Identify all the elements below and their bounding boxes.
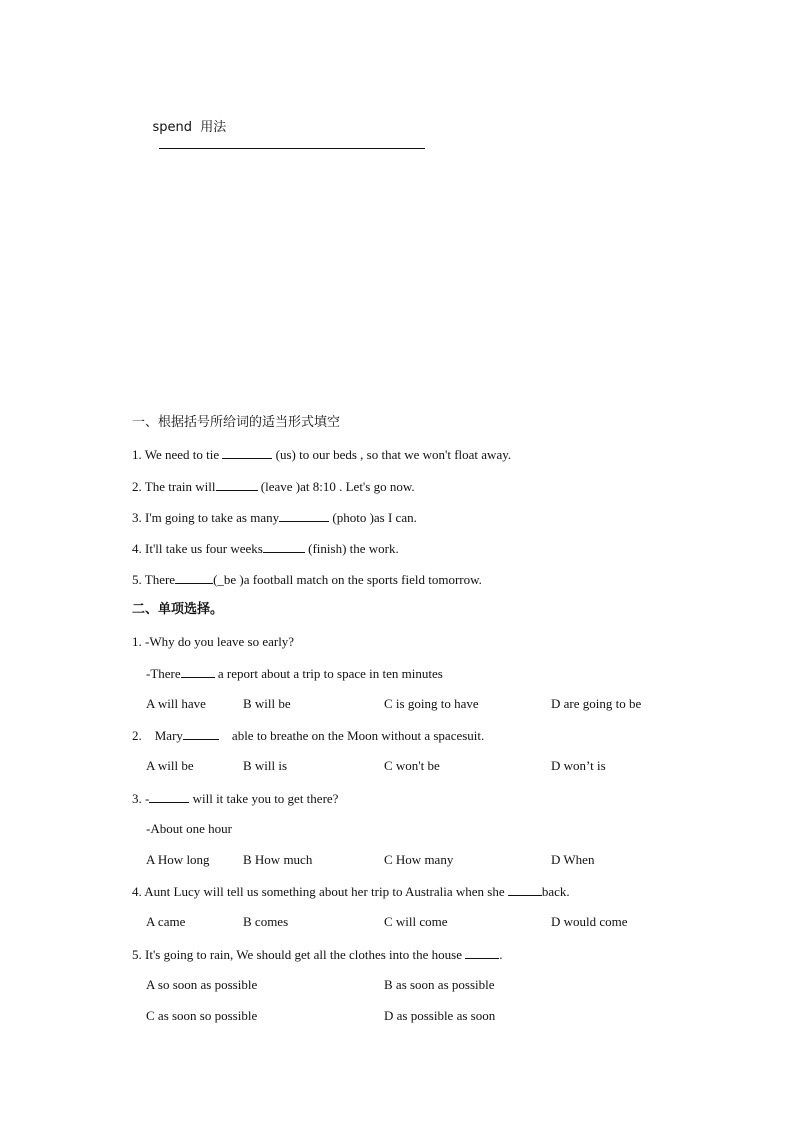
q5-option-b[interactable]: B as soon as possible [384,977,495,992]
q4-option-b[interactable]: B comes [243,914,289,929]
q2-option-b[interactable]: B will is [243,758,288,773]
answer-blank[interactable] [465,946,499,959]
q3-line2: -About one hour [146,821,232,836]
q4-option-d[interactable]: D would come [551,914,628,929]
q5-option-c[interactable]: C as soon so possible [146,1008,258,1023]
q2-option-a[interactable]: A will be [146,758,194,773]
q1-line2: -There a report about a trip to space in ten minutes [146,666,443,681]
s1-item-4: 4. It'll take us four weeks (finish) the work. [132,541,399,556]
q5-option-d[interactable]: D as possible as soon [384,1008,496,1023]
s1-item-2: 2. The train will (leave )at 8:10 . Let's go now. [132,479,415,494]
spend-label: spend 用法 [152,120,227,135]
s1-item-3: 3. I'm going to take as many (photo )as I can. [132,510,417,525]
answer-blank[interactable] [263,540,305,553]
q1-option-d[interactable]: D are going to be [551,696,642,711]
q1-option-b[interactable]: B will be [243,696,291,711]
q1-line1: 1. -Why do you leave so early? [132,634,295,649]
q5-option-a[interactable]: A so soon as possible [146,977,258,992]
answer-blank[interactable] [175,571,213,584]
q4-option-a[interactable]: A came [146,914,186,929]
answer-blank[interactable] [222,446,272,459]
q3-option-d[interactable]: D When [551,852,595,867]
q3-option-a[interactable]: A How long [146,852,210,867]
answer-blank[interactable] [183,727,219,740]
answer-blank[interactable] [149,790,189,803]
spend-usage-line [146,103,425,153]
q5-line1: 5. It's going to rain, We should get all the clothes into the house . [132,947,503,962]
s1-item-1: 1. We need to tie (us) to our beds , so that we won't float away. [132,447,512,462]
q2-option-c[interactable]: C won't be [384,758,440,773]
q3-option-b[interactable]: B How much [243,852,313,867]
q3-option-c[interactable]: C How many [384,852,454,867]
answer-blank[interactable] [508,883,542,896]
q1-option-c[interactable]: C is going to have [384,696,479,711]
s1-item-5: 5. There (_be )a football match on the sports field tomorrow. [132,572,482,587]
q2-option-d[interactable]: D won’t is [551,758,606,773]
answer-blank[interactable] [279,509,329,522]
answer-blank[interactable] [159,136,425,149]
q4-option-c[interactable]: C will come [384,914,448,929]
q2-line1: 2. Mary able to breathe on the Moon without a spacesuit. [132,728,485,743]
section1-title: 一、根据括号所给词的适当形式填空 [132,415,341,430]
answer-blank[interactable] [216,478,258,491]
q3-line1: 3. - will it take you to get there? [132,791,339,806]
q1-option-a[interactable]: A will have [146,696,206,711]
q4-line1: 4. Aunt Lucy will tell us something about her trip to Australia when she back. [132,884,570,899]
section2-title: 二、单项选择。 [132,602,224,617]
answer-blank[interactable] [181,665,215,678]
